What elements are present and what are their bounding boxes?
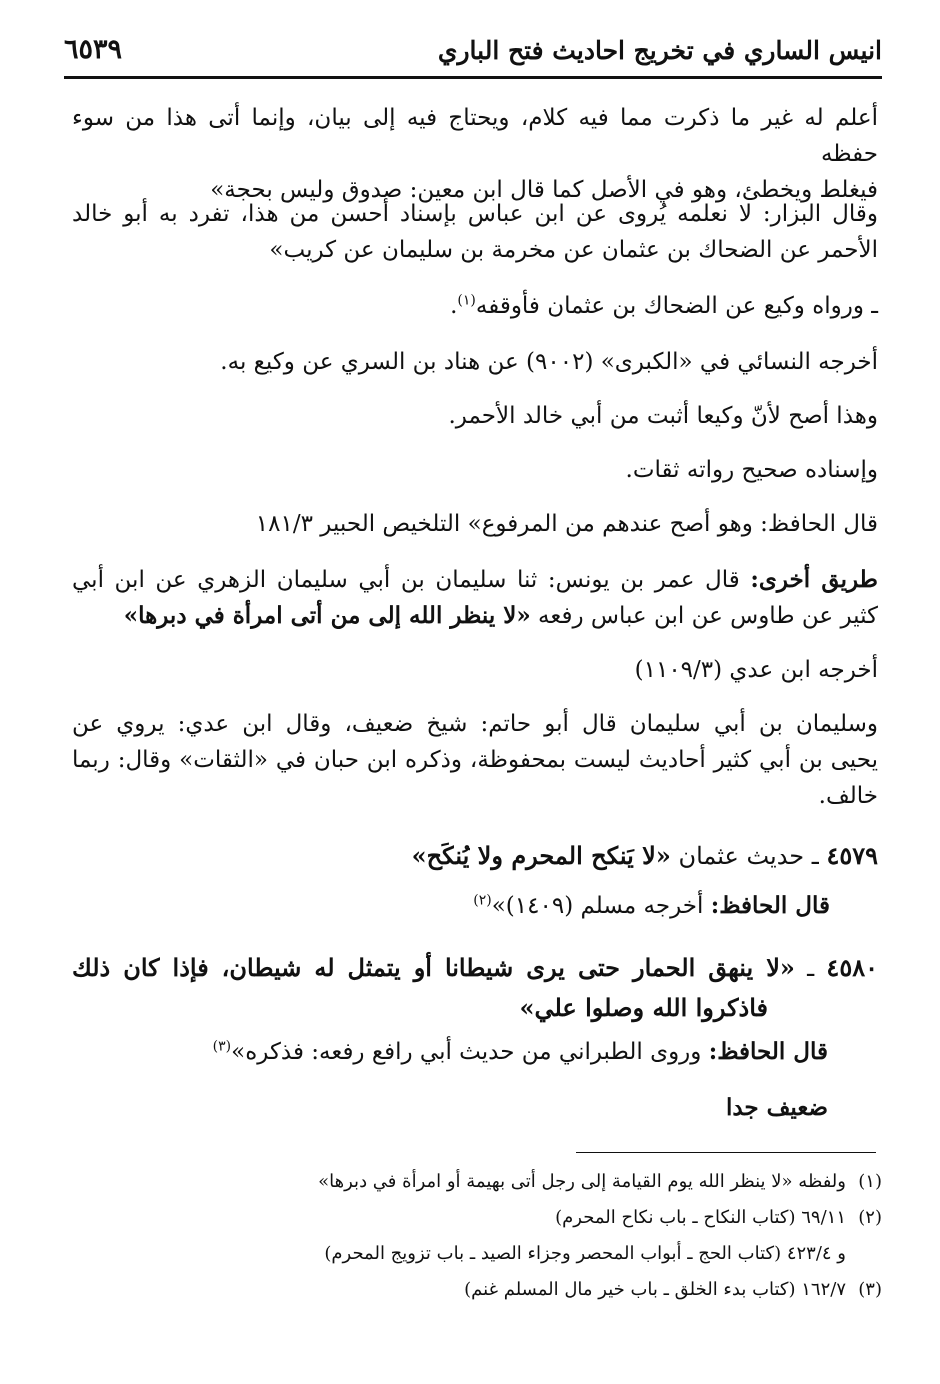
footnote-number: (٣) — [858, 1279, 882, 1300]
text-line — [72, 948, 878, 988]
text-line: الأحمر عن الضحاك بن عثمان عن مخرمة بن سليمان عن كريب» — [269, 237, 878, 263]
paragraph-8 — [72, 562, 878, 634]
footnote-text: و ٤٢٣/٤ (كتاب الحج ـ أبواب المحصر وجزاء الصيد ـ باب تزويج المحرم) — [324, 1243, 846, 1264]
hafiz-note-4579 — [72, 888, 830, 924]
note-label: قال الحافظ: — [710, 892, 830, 919]
footnote-text: ولفظه «لا ينظر الله يوم القيامة إلى رجل أتى بهيمة أو امرأة في دبرها» — [318, 1171, 846, 1192]
page-number: ٦٥٣٩ — [64, 34, 123, 65]
paragraph-2 — [72, 196, 878, 268]
header-rule — [64, 76, 882, 79]
text-line: فيغلط ويخطئ، وهو في الأصل كما قال ابن معين: صدوق وليس بحجة» — [210, 177, 878, 203]
text-span: ـ — [794, 954, 827, 982]
text-line — [72, 562, 878, 598]
hadith-text: «لا يَنكح المحرم ولا يُنكَح» — [411, 841, 671, 870]
hadith-4580 — [72, 948, 878, 1028]
grading: ضعيف جدا — [725, 1094, 828, 1121]
text-span: ـ — [804, 842, 827, 870]
hadith-text: فاذكروا الله وصلوا علي» — [519, 993, 768, 1022]
footnote-number: (١) — [858, 1171, 882, 1192]
text-line: وسليمان بن أبي سليمان قال أبو حاتم: شيخ ضعيف، وقال ابن عدي: يروي عن — [72, 711, 878, 737]
text-span: أخرجه مسلم (١٤٠٩)» — [491, 893, 711, 919]
paragraph-5: وهذا أصح لأنّ وكيعا أثبت من أبي خالد الأحمر. — [448, 403, 878, 429]
hadith-4579 — [72, 838, 878, 874]
paragraph-10 — [72, 706, 878, 814]
text-span: وروى الطبراني من حديث أبي رافع رفعه: فذكره» — [231, 1039, 709, 1065]
hadith-text: «لا ينظر الله إلى من أتى امرأة في دبرها» — [123, 602, 531, 629]
text-line — [72, 598, 878, 634]
footnote-2 — [555, 1204, 882, 1232]
hadith-text: «لا ينهق الحمار حتى يرى شيطانا أو يتمثل له شيطان، فإذا كان ذلك — [72, 953, 795, 982]
hadith-number: ٤٥٨٠ — [826, 953, 878, 982]
text-line — [72, 988, 878, 1028]
footnote-rule — [576, 1152, 876, 1153]
footnote-2-continued — [324, 1240, 846, 1268]
footnote-1 — [318, 1168, 882, 1196]
text-line: وقال البزار: لا نعلمه يُروى عن ابن عباس بإسناد أحسن من هذا، تفرد به أبو خالد — [72, 201, 878, 227]
text-span: حديث عثمان — [670, 842, 805, 870]
hafiz-note-4580 — [72, 1034, 828, 1070]
text-span: كثير عن طاوس عن ابن عباس رفعه — [530, 603, 878, 629]
hadith-number: ٤٥٧٩ — [826, 841, 878, 870]
footnote-ref-2[interactable]: (٢) — [473, 892, 492, 909]
footnote-3 — [464, 1276, 882, 1304]
book-title: انيس الساري في تخريج احاديث فتح الباري — [437, 36, 882, 65]
paragraph-7: قال الحافظ: وهو أصح عندهم من المرفوع» التلخيص الحبير ١٨١/٣ — [255, 511, 878, 537]
note-label: قال الحافظ: — [708, 1038, 828, 1065]
paragraph-6: وإسناده صحيح رواته ثقات. — [625, 457, 878, 483]
text-line: ـ ورواه وكيع عن الضحاك بن عثمان فأوقفه — [475, 293, 878, 319]
footnote-text: ١٦٢/٧ (كتاب بدء الخلق ـ باب خير مال المسلم غنم) — [464, 1279, 846, 1300]
running-header — [64, 34, 882, 74]
text-line: أعلم له غير ما ذكرت مما فيه كلام، ويحتاج فيه إلى بيان، وإنما أتى هذا من سوء حفظه — [72, 105, 878, 167]
text-line: يحيى بن أبي كثير أحاديث ليست بمحفوظة، وذكره ابن حبان في «الثقات» وقال: ربما — [72, 747, 879, 773]
paragraph-4: أخرجه النسائي في «الكبرى» (٩٠٠٢) عن هناد بن السري عن وكيع به. — [220, 349, 878, 375]
section-lead: طريق أخرى: — [750, 566, 878, 593]
paragraph-9: أخرجه ابن عدي (١١٠٩/٣) — [634, 657, 878, 683]
footnote-ref-3[interactable]: (٣) — [212, 1038, 232, 1055]
footnote-text: ٦٩/١١ (كتاب النكاح ـ باب نكاح المحرم) — [555, 1207, 846, 1228]
text-line: . — [450, 293, 458, 319]
footnote-ref-1[interactable]: (١) — [457, 292, 476, 309]
text-span: قال عمر بن يونس: ثنا سليمان بن أبي سليمان الزهري عن ابن أبي — [72, 567, 751, 593]
paragraph-3 — [72, 288, 878, 324]
text-line: خالف. — [818, 783, 878, 809]
paragraph-1 — [72, 100, 878, 208]
footnote-number: (٢) — [858, 1207, 882, 1228]
